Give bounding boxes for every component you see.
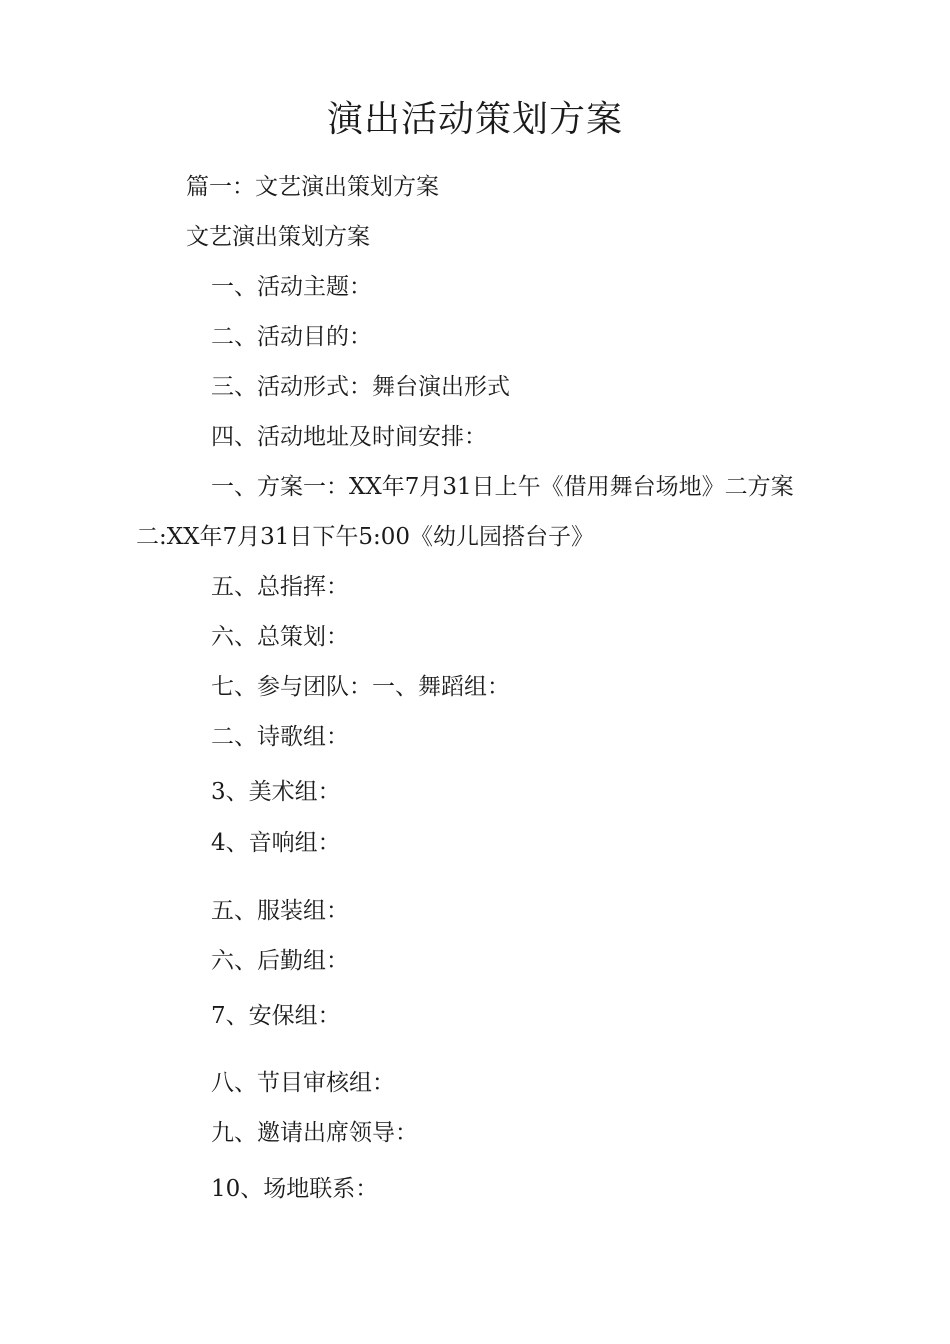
list-item: 五、总指挥： <box>211 574 349 600</box>
list-item: 一、方案一：XX年7月31日上午《借用舞台场地》二方案 <box>211 474 794 500</box>
list-item: 一、活动主题： <box>211 274 372 300</box>
list-item-continuation: 二:XX年7月31日下午5:00《幼儿园搭台子》 <box>136 524 595 550</box>
list-item: 三、活动形式：舞台演出形式 <box>211 374 510 400</box>
page-title: 演出活动策划方案 <box>326 99 623 140</box>
list-item: 10、场地联系： <box>211 1176 379 1202</box>
list-item: 七、参与团队：一、舞蹈组： <box>211 674 510 700</box>
list-item: 7、安保组： <box>211 1003 341 1029</box>
list-item: 九、邀请出席领导： <box>211 1120 418 1146</box>
list-item: 3、美术组： <box>211 779 341 805</box>
list-item: 五、服装组： <box>211 898 349 924</box>
list-item: 4、音响组： <box>211 830 341 856</box>
list-item: 二、活动目的： <box>211 324 372 350</box>
subtitle-line: 文艺演出策划方案 <box>186 224 370 250</box>
list-item: 八、节目审核组： <box>211 1070 395 1096</box>
list-item: 六、后勤组： <box>211 948 349 974</box>
list-item: 四、活动地址及时间安排： <box>211 424 487 450</box>
list-item: 二、诗歌组： <box>211 724 349 750</box>
list-item: 六、总策划： <box>211 624 349 650</box>
section-heading: 篇一：文艺演出策划方案 <box>186 174 439 200</box>
